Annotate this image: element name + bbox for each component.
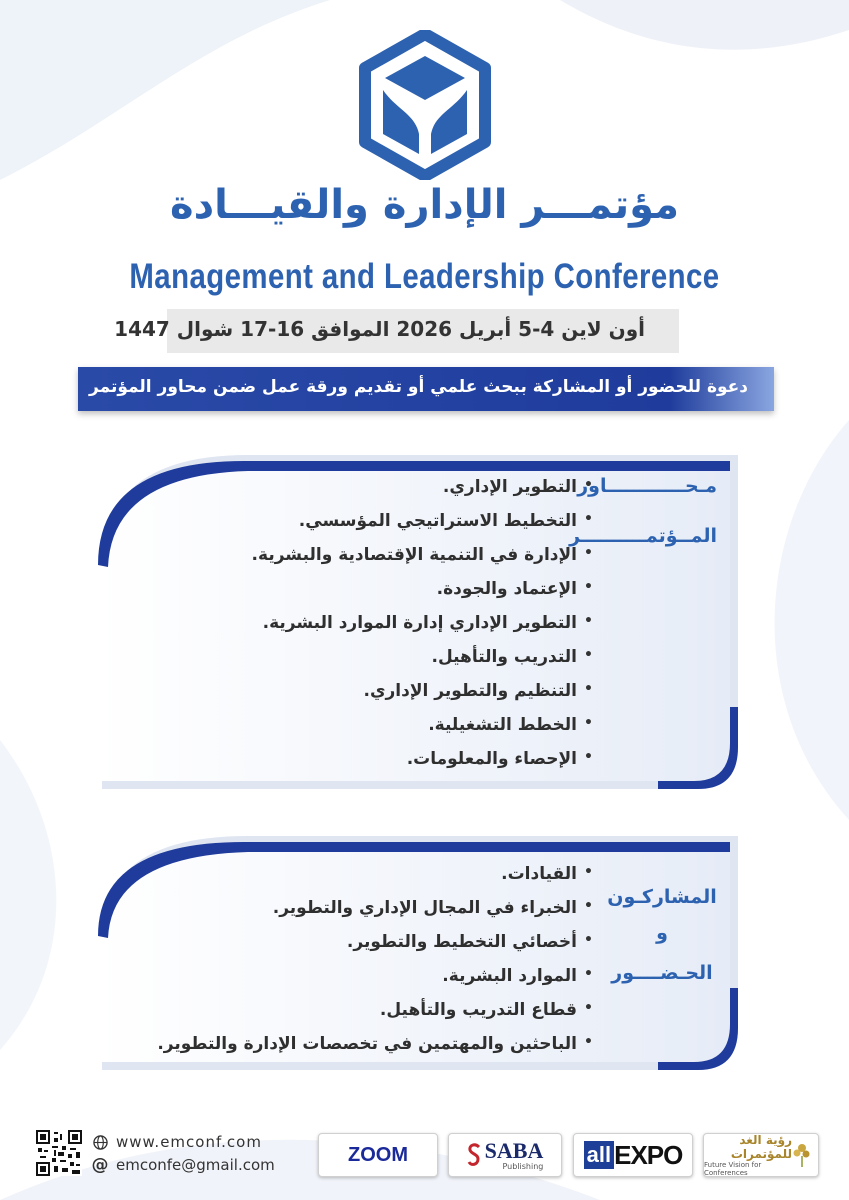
list-item: • الإحصاء والمعلومات.	[252, 749, 593, 783]
list-item: • التدريب والتأهيل.	[252, 647, 593, 681]
list-item: • الإدارة في التنمية الإقتصادية والبشرية.	[252, 545, 593, 579]
axes-card	[98, 447, 743, 798]
expo-text: EXPO	[614, 1140, 683, 1170]
sponsor-zoom-logo	[318, 1133, 438, 1177]
axes-list	[252, 477, 593, 783]
invitation-banner: دعوة للحضور أو المشاركة ببحث علمي أو تقديم ورقة عمل ضمن محاور المؤتمر	[78, 367, 774, 411]
list-item: • الخطط التشغيلية.	[252, 715, 593, 749]
at-icon: @	[91, 1155, 109, 1175]
axes-label-line1: مـحــــــــــــاور	[577, 475, 717, 497]
participants-label-line1: المشاركـون	[607, 886, 717, 908]
list-item: • قطاع التدريب والتأهيل.	[157, 1000, 593, 1034]
axes-label-line2: المــؤتمــــــــــر	[569, 525, 717, 547]
website-link[interactable]	[92, 1133, 262, 1151]
title-english: Management and Leadership Conference	[129, 257, 720, 296]
globe-icon	[92, 1134, 108, 1150]
list-item: • التخطيط الاستراتيجي المؤسسي.	[252, 511, 593, 545]
expo-all-text: all	[584, 1141, 614, 1169]
participants-card	[98, 828, 743, 1075]
list-item: • التطوير الإداري إدارة الموارد البشرية.	[252, 613, 593, 647]
saba-s-icon	[467, 1143, 481, 1167]
flower-icon	[792, 1142, 812, 1168]
sponsor-saba-logo	[448, 1133, 562, 1177]
list-item: • أخصائي التخطيط والتطوير.	[157, 932, 593, 966]
vision-english-text: Future Vision for Conferences	[704, 1161, 762, 1177]
list-item: • الموارد البشرية.	[157, 966, 593, 1000]
sponsor-future-vision-logo	[703, 1133, 819, 1177]
qr-code-icon[interactable]	[36, 1130, 82, 1176]
logo-hexagon-icon	[357, 30, 493, 180]
participants-label-line3: الحـضــــور	[611, 962, 713, 984]
vision-arabic-text: رؤية الغد للمؤتمرات	[730, 1133, 792, 1161]
saba-text: SABA	[484, 1137, 544, 1163]
website-text: www.emconf.com	[116, 1133, 262, 1151]
list-item: • الخبراء في المجال الإداري والتطوير.	[157, 898, 593, 932]
sponsor-allexpo-logo	[573, 1133, 693, 1177]
list-item: • التطوير الإداري.	[252, 477, 593, 511]
participants-label-line2: و	[656, 922, 668, 944]
zoom-text: ZOOM	[348, 1143, 408, 1166]
date-line: أون لاين 4-5 أبريل 2026 الموافق 16-17 شوال 1447	[167, 309, 679, 353]
list-item: • القيادات.	[157, 864, 593, 898]
email-text: emconfe@gmail.com	[116, 1156, 275, 1174]
saba-subtext: Publishing	[502, 1161, 544, 1171]
participants-list	[157, 864, 593, 1068]
list-item: • التنظيم والتطوير الإداري.	[252, 681, 593, 715]
list-item: • الإعتماد والجودة.	[252, 579, 593, 613]
title-arabic: مؤتمـــر الإدارة والقيـــادة	[170, 182, 679, 228]
email-link[interactable]	[92, 1156, 275, 1174]
list-item: • الباحثين والمهتمين في تخصصات الإدارة والتطوير.	[157, 1034, 593, 1068]
